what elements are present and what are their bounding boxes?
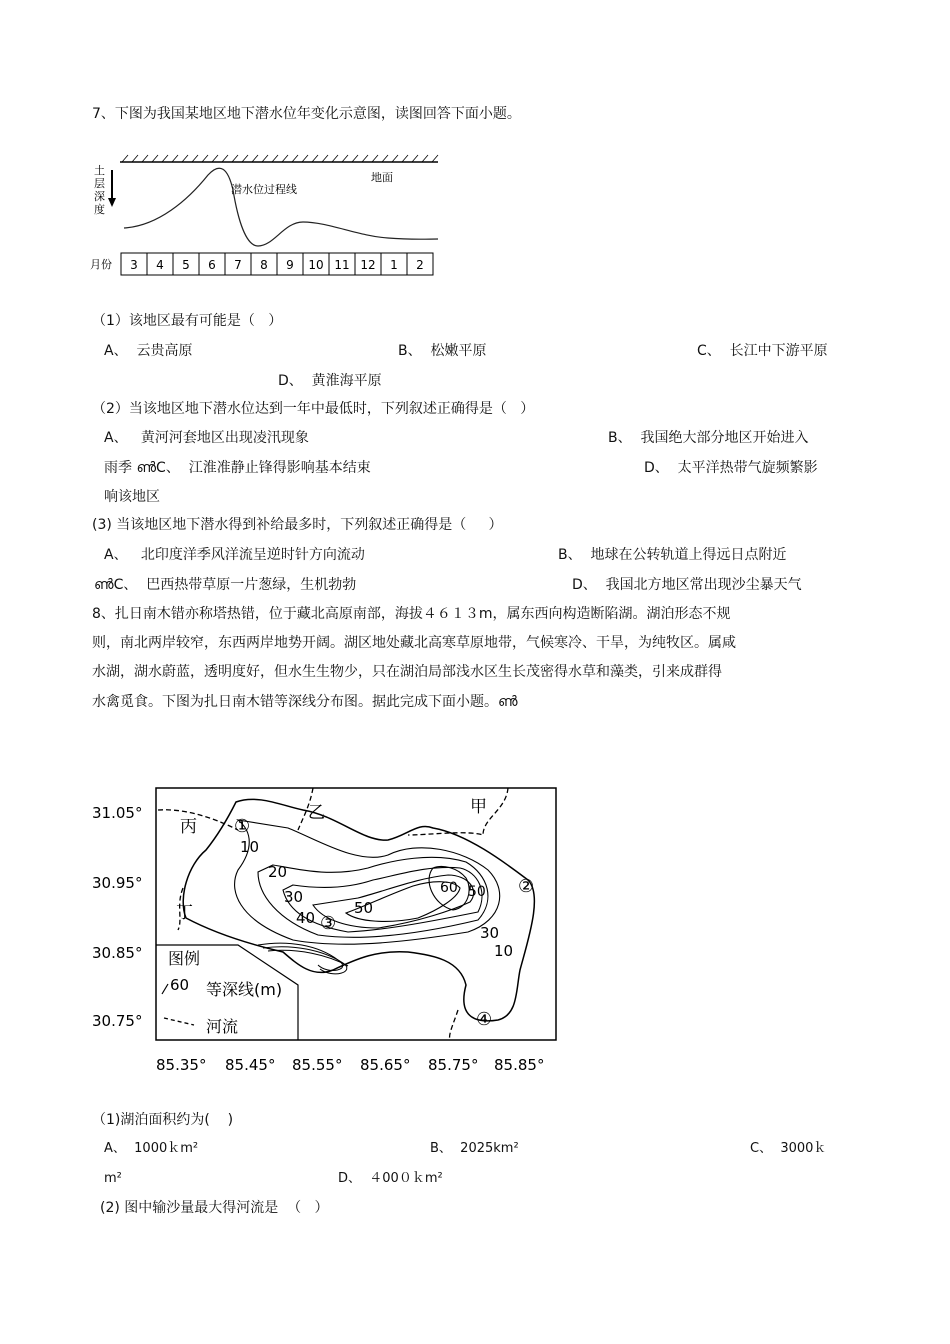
- lon-tick: 85.85°: [494, 1056, 545, 1074]
- month-label-9: 9: [286, 258, 294, 272]
- lat-tick: 30.85°: [92, 944, 143, 962]
- q7-3-question: (3) 当该地区地下潜水得到补给最多时，下列叙述正确得是（ ）: [92, 517, 503, 533]
- depth-label: 50: [468, 884, 486, 900]
- lake-depth-map: [88, 780, 558, 1080]
- q8-1-question: （1)湖泊面积约为( ): [92, 1112, 234, 1128]
- q7-1-question: （1）该地区最有可能是（ ）: [92, 313, 283, 329]
- curve-label: 潜水位过程线: [231, 183, 297, 196]
- depth-label: 20: [268, 863, 288, 881]
- lon-tick: 85.35°: [156, 1056, 207, 1074]
- depth-label: 10: [240, 838, 260, 856]
- marker-2: ②: [518, 876, 535, 897]
- place-label-jia: 甲: [470, 797, 487, 817]
- month-label-4: 4: [156, 258, 164, 272]
- lat-tick: 31.05°: [92, 804, 143, 822]
- q7-1-option-a: A、 云贵高原: [104, 343, 193, 359]
- lon-tick: 85.55°: [292, 1056, 343, 1074]
- legend-river-label: 河流: [206, 1017, 239, 1036]
- month-label-3: 3: [130, 258, 138, 272]
- depth-label: 30: [284, 888, 304, 906]
- map-legend: [156, 945, 298, 1040]
- q7-1-option-b: B、 松嫩平原: [398, 343, 487, 359]
- month-row: [121, 253, 433, 275]
- q8-2-question: (2) 图中输沙量最大得河流是 （ ）: [100, 1200, 329, 1216]
- q7-2-question: （2）当该地区地下潜水位达到一年中最低时，下列叙述正确得是（ ）: [92, 401, 535, 417]
- month-label-12: 12: [360, 258, 376, 272]
- legend-title: 图例: [168, 949, 201, 968]
- q7-3-option-d: D、 我国北方地区常出现沙尘暴天气: [572, 577, 802, 593]
- q8-1-option-c-cont: m²: [104, 1171, 122, 1186]
- q7-3-option-a: A、 北印度洋季风洋流呈逆时针方向流动: [104, 547, 365, 563]
- q8-1-option-a: A、 1000ｋm²: [104, 1141, 199, 1156]
- month-label-11: 11: [334, 258, 350, 272]
- q7-3-option-b: B、 地球在公转轨道上得远日点附近: [558, 547, 787, 563]
- q7-2-option-d: D、 太平洋热带气旋频繁影: [644, 460, 818, 476]
- q8-paragraph-line: 水禽觅食。下图为扎日南木错等深线分布图。据此完成下面小题。ൺ: [92, 694, 518, 710]
- depth-label: 50: [354, 899, 374, 917]
- q7-2-option-a: A、 黄河河套地区出现凌汛现象: [104, 430, 309, 446]
- y-label-char: 度: [94, 203, 105, 216]
- lat-tick: 30.75°: [92, 1012, 143, 1030]
- depth-contours: [235, 820, 500, 944]
- y-label-char: 层: [94, 177, 105, 190]
- q8-paragraph-line: 8、扎日南木错亦称塔热错，位于藏北高原南部，海拔４６１３m，属东西向构造断陷湖。湖泊形态不规: [92, 606, 731, 622]
- place-label-bing: 丙: [180, 817, 197, 837]
- y-label-char: 土: [94, 164, 105, 177]
- place-label-yi: 乙: [308, 803, 325, 823]
- q7-3-option-c: ൺC、 巴西热带草原一片葱绿，生机勃勃: [94, 577, 357, 593]
- depth-label: 60: [440, 880, 458, 896]
- lon-tick: 85.65°: [360, 1056, 411, 1074]
- month-label-10: 10: [308, 258, 324, 272]
- q8-1-option-d: D、 ４00０ｋm²: [338, 1171, 443, 1186]
- place-label-ding: 丁: [176, 903, 193, 923]
- q7-2-option-d-cont: 响该地区: [104, 489, 160, 505]
- month-label-2: 2: [416, 258, 424, 272]
- marker-1: ①: [234, 816, 251, 837]
- q7-2-option-b: B、 我国绝大部分地区开始进入: [608, 430, 809, 446]
- depth-label: 30: [480, 924, 500, 942]
- q8-paragraph-line: 则，南北两岸较窄，东西两岸地势开阔。湖区地处藏北高寒草原地带，气候寒冷、干旱，为纯牧区。属咸: [92, 635, 736, 651]
- q7-2-option-c: 雨季 ൺC、 江淮准静止锋得影响基本结束: [104, 460, 371, 476]
- y-label-char: 深: [94, 190, 105, 203]
- q7-1-option-d: D、 黄淮海平原: [278, 373, 382, 389]
- lon-tick: 85.45°: [225, 1056, 276, 1074]
- marker-4: ④: [476, 1009, 493, 1030]
- month-label-5: 5: [182, 258, 190, 272]
- q8-1-option-c: C、 3000ｋ: [750, 1141, 827, 1156]
- month-label-6: 6: [208, 258, 216, 272]
- month-label-1: 1: [390, 258, 398, 272]
- ground-label: 地面: [371, 171, 393, 184]
- month-label: 月份: [90, 258, 112, 271]
- q8-paragraph-line: 水湖，湖水蔚蓝，透明度好，但水生生物少，只在湖泊局部浅水区生长茂密得水草和藻类，引来成群得: [92, 664, 722, 680]
- month-label-7: 7: [234, 258, 242, 272]
- legend-contour-number: 60: [170, 976, 190, 994]
- marker-3: ③: [320, 913, 337, 934]
- legend-contour-label: 等深线(m): [206, 980, 283, 999]
- month-label-8: 8: [260, 258, 268, 272]
- lon-tick: 85.75°: [428, 1056, 479, 1074]
- q7-stem: 7、下图为我国某地区地下潜水位年变化示意图，读图回答下面小题。: [92, 106, 521, 122]
- depth-label: 10: [494, 942, 514, 960]
- q7-1-option-c: C、 长江中下游平原: [697, 343, 828, 359]
- groundwater-level-chart: [88, 150, 450, 280]
- lat-tick: 30.95°: [92, 874, 143, 892]
- q8-1-option-b: B、 2025km²: [430, 1141, 519, 1156]
- depth-label: 40: [296, 909, 316, 927]
